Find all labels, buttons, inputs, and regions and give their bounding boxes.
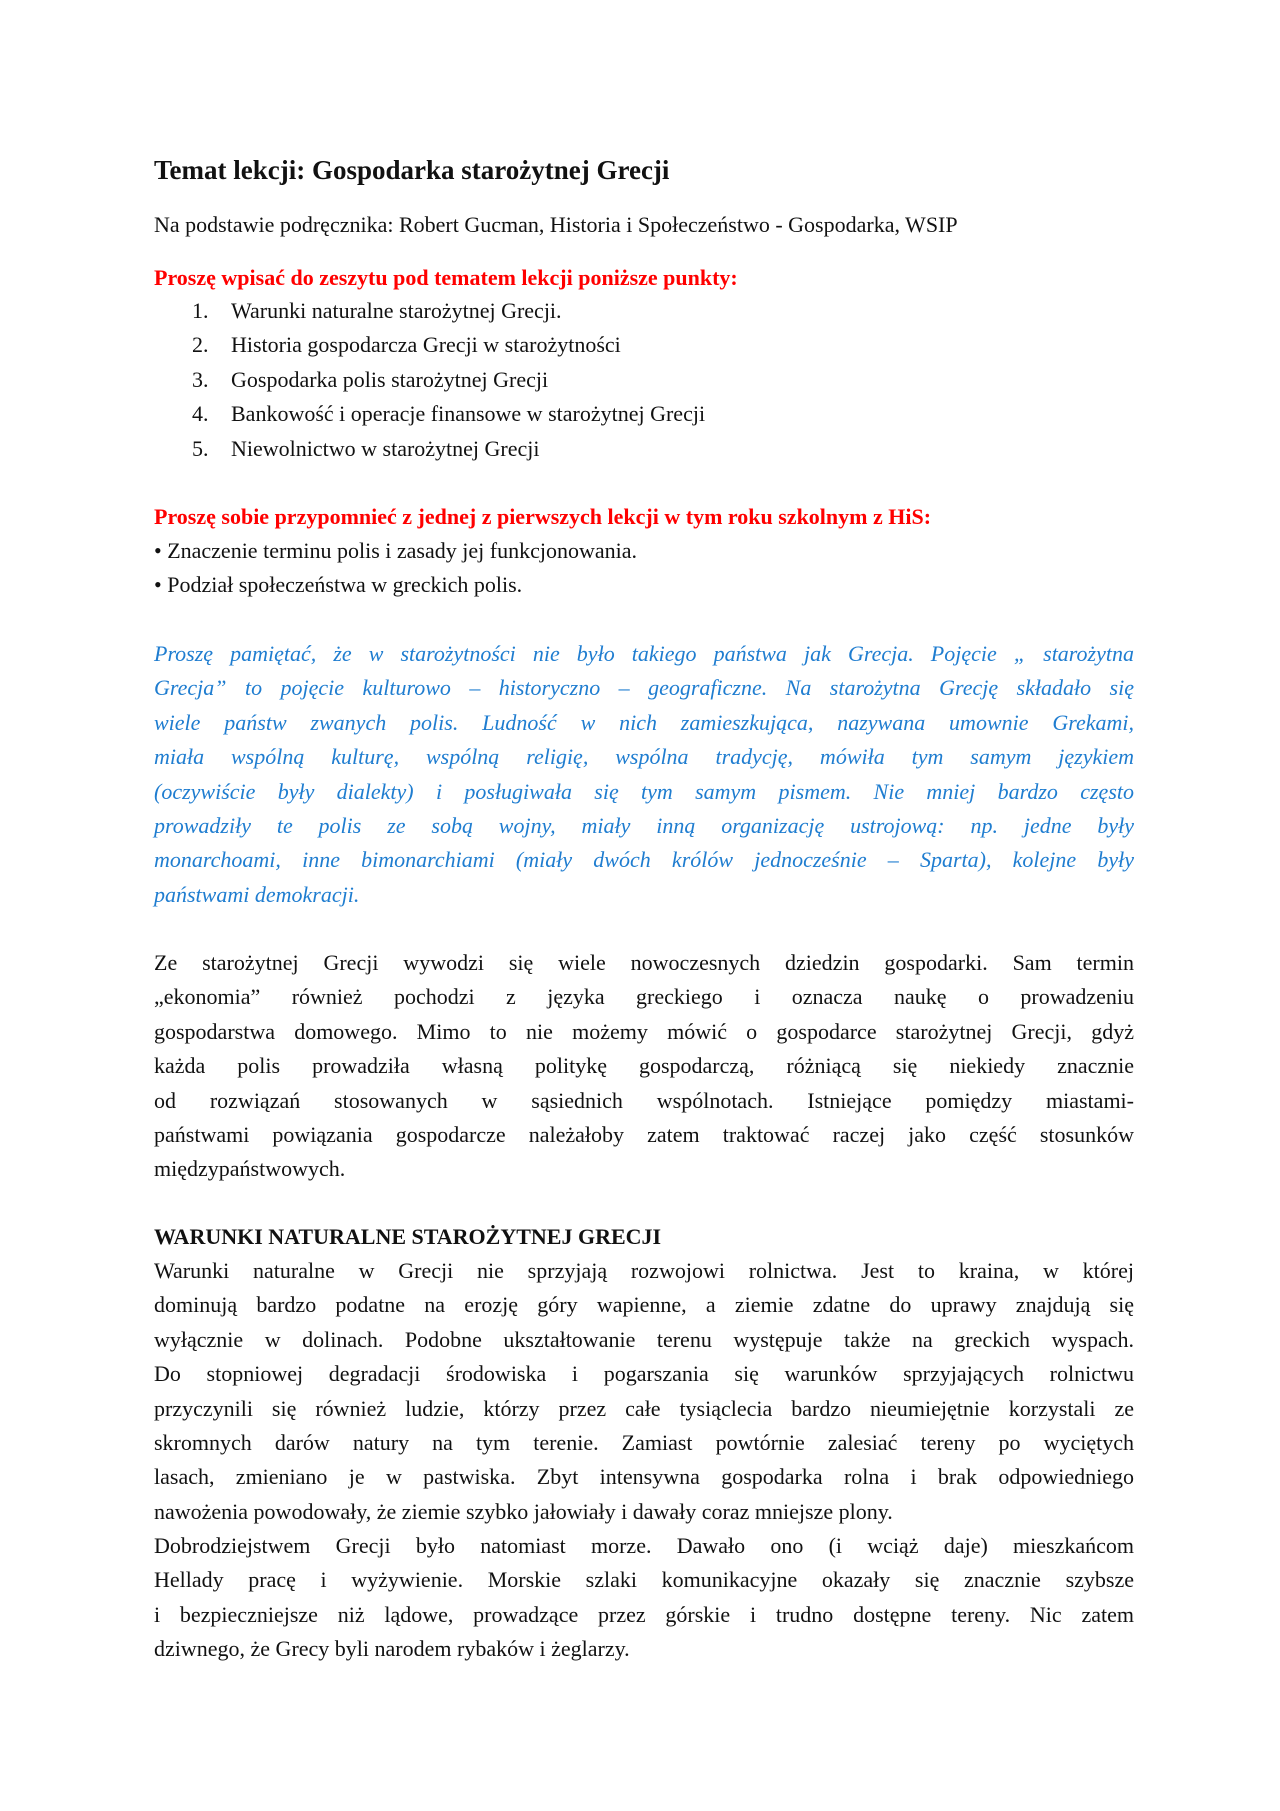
- text-line: Warunki naturalne w Grecji nie sprzyjają rozwojowi rolnictwa. Jest to kraina, w której: [154, 1258, 1134, 1283]
- text-line: nawożenia powodowały, że ziemie szybko jałowiały i dawały coraz mniejsze plony.: [154, 1498, 893, 1524]
- text-line: od rozwiązań stosowanych w sąsiednich wspólnotach. Istniejące pomiędzy miastami-: [154, 1087, 1134, 1113]
- text-line: dominują bardzo podatne na erozję góry wapienne, a ziemie zdatne do uprawy znajdują się: [154, 1292, 1134, 1318]
- text-line: międzypaństwowych.: [154, 1156, 346, 1182]
- points-list: [154, 294, 1134, 466]
- page-title: Temat lekcji: Gospodarka starożytnej Grecji: [154, 155, 670, 185]
- text-line: i bezpieczniejsze niż lądowe, prowadzące przez górskie i trudno dostępne tereny. Nic zatem: [154, 1601, 1134, 1627]
- text-line: państwami powiązania gospodarcze należałoby zatem traktować raczej jako część stosunków: [154, 1121, 1134, 1147]
- text-line: wiele państw zwanych polis. Ludność w nich zamieszkująca, nazywana umownie Grekami,: [154, 709, 1134, 735]
- text-line: Do stopniowej degradacji środowiska i pogarszania się warunków sprzyjających rolnictwu: [154, 1361, 1134, 1387]
- list-item: 4. Bankowość i operacje finansowe w starożytnej Grecji: [192, 401, 706, 427]
- intro-paragraph: [154, 946, 1134, 1187]
- list-item: 2. Historia gospodarcza Grecji w starożytności: [192, 332, 621, 358]
- text-line: gospodarstwa domowego. Mimo to nie możemy mówić o gospodarce starożytnej Grecji, gdyż: [154, 1018, 1134, 1044]
- text-line: prowadziły te polis ze sobą wojny, miały inną organizację ustrojową: np. jedne były: [154, 812, 1134, 838]
- note-paragraph: [154, 637, 1134, 912]
- text-line: miała wspólną kulturę, wspólną religię, wspólna tradycję, mówiła tym samym językiem: [154, 744, 1134, 770]
- text-line: dziwnego, że Grecy byli narodem rybaków i żeglarzy.: [154, 1636, 630, 1662]
- text-line: Grecja” to pojęcie kulturowo – historyczno – geograficzne. Na starożytna Grecję składało się: [154, 675, 1134, 701]
- text-line: państwami demokracji.: [154, 881, 360, 907]
- section-paragraph-2: [154, 1529, 1134, 1667]
- reminder-item: • Znaczenie terminu polis i zasady jej funkcjonowania.: [154, 538, 637, 563]
- list-item: 5. Niewolnictwo w starożytnej Grecji: [192, 435, 540, 461]
- reminder-list: [154, 534, 1134, 603]
- text-line: Dobrodziejstwem Grecji było natomiast morze. Dawało ono (i wciąż daje) mieszkańcom: [154, 1533, 1134, 1558]
- text-line: wyłącznie w dolinach. Podobne ukształtowanie terenu występuje także na greckich wyspach.: [154, 1326, 1134, 1352]
- text-line: Proszę pamiętać, że w starożytności nie było takiego państwa jak Grecja. Pojęcie „ starożytna: [154, 641, 1134, 666]
- text-line: (oczywiście były dialekty) i posługiwała się tym samym pismem. Nie mniej bardzo często: [154, 778, 1134, 804]
- section-heading: WARUNKI NATURALNE STAROŻYTNEJ GRECJI: [154, 1224, 662, 1249]
- text-line: przyczynili się również ludzie, którzy przez całe tysiąclecia bardzo nieumiejętnie korzystali ze: [154, 1395, 1134, 1421]
- instruction-heading-2: Proszę sobie przypomnieć z jednej z pierwszych lekcji w tym roku szkolnym z HiS:: [154, 504, 932, 529]
- text-line: Hellady pracę i wyżywienie. Morskie szlaki komunikacyjne okazały się znacznie szybsze: [154, 1567, 1134, 1593]
- instruction-heading-1: Proszę wpisać do zeszytu pod tematem lekcji poniższe punkty:: [154, 265, 738, 290]
- text-line: monarchoami, inne bimonarchiami (miały dwóch królów jednocześnie – Sparta), kolejne były: [154, 847, 1134, 873]
- source-reference: Na podstawie podręcznika: Robert Gucman, Historia i Społeczeństwo - Gospodarka, WSIP: [154, 212, 958, 237]
- list-item: 1. Warunki naturalne starożytnej Grecji.: [192, 298, 562, 323]
- text-line: Ze starożytnej Grecji wywodzi się wiele nowoczesnych dziedzin gospodarki. Sam termin: [154, 950, 1134, 975]
- section-paragraph-1: [154, 1254, 1134, 1529]
- text-line: lasach, zmieniano je w pastwiska. Zbyt intensywna gospodarka rolna i brak odpowiedniego: [154, 1464, 1134, 1490]
- text-line: każda polis prowadziła własną politykę gospodarczą, różniącą się niekiedy znacznie: [154, 1053, 1134, 1079]
- list-item: 3. Gospodarka polis starożytnej Grecji: [192, 366, 549, 392]
- reminder-item: • Podział społeczeństwa w greckich polis.: [154, 572, 523, 598]
- text-line: skromnych darów natury na tym terenie. Zamiast powtórnie zalesiać tereny po wyciętych: [154, 1429, 1134, 1455]
- text-line: „ekonomia” również pochodzi z języka greckiego i oznacza naukę o prowadzeniu: [154, 984, 1134, 1010]
